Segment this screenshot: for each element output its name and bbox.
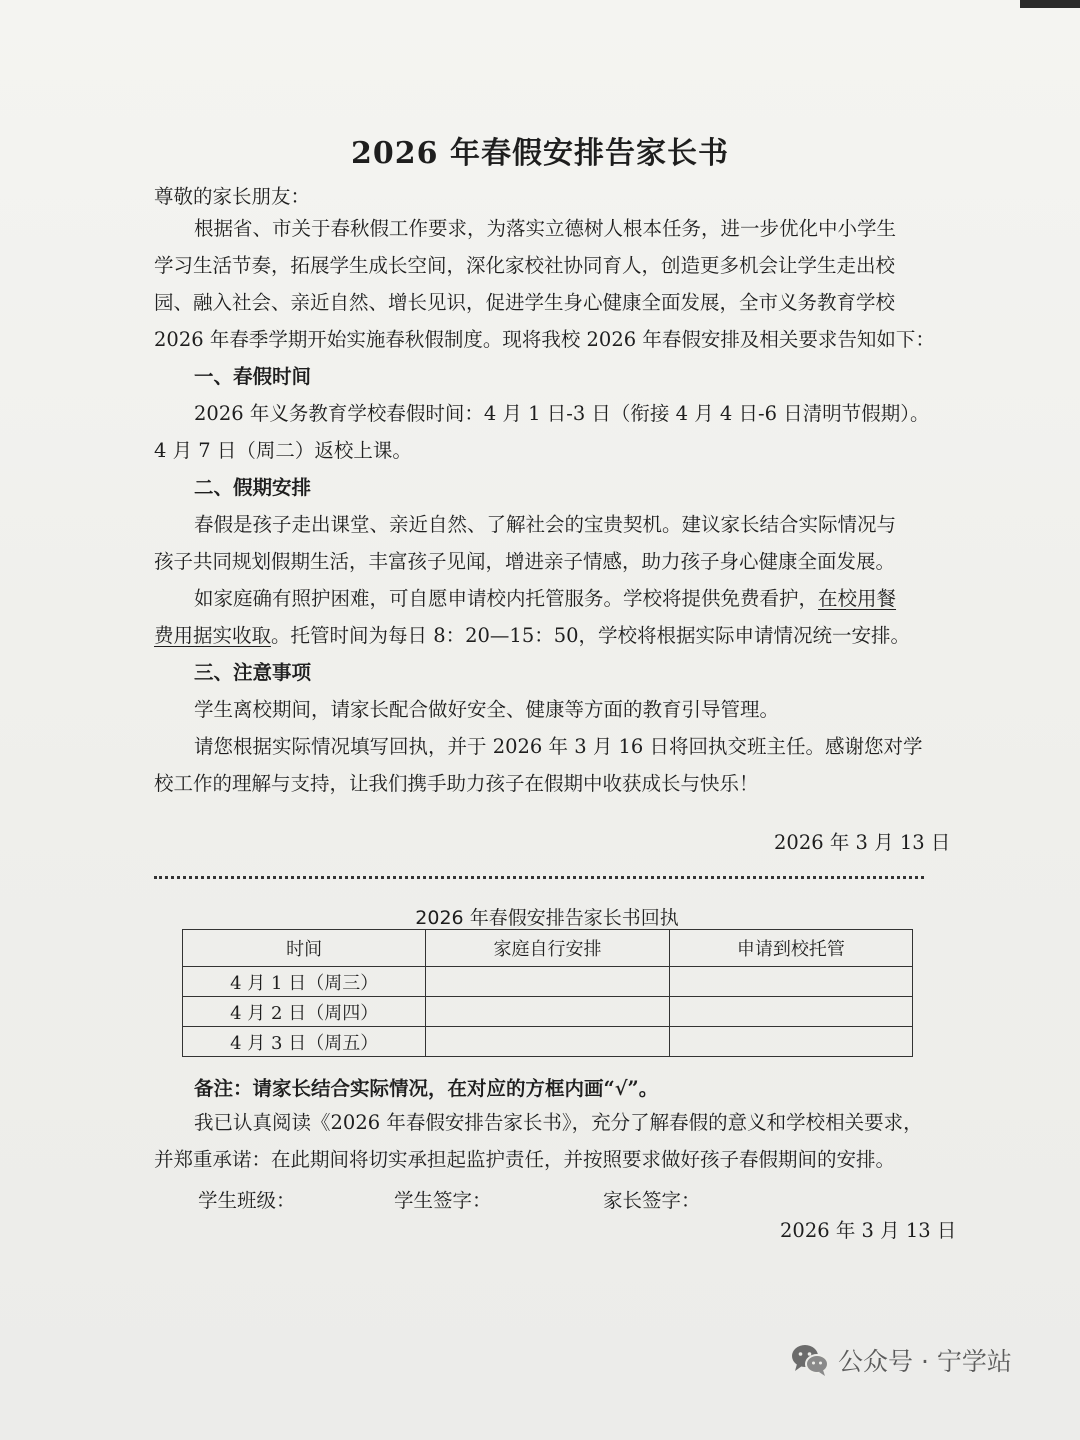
receipt-title: 2026 年春假安排告家长书回执: [415, 907, 679, 929]
section2-para1-line: 孩子共同规划假期生活，丰富孩子见闻，增进亲子情感，助力孩子身心健康全面发展。: [154, 550, 896, 573]
column-header: 申请到校托管: [669, 930, 912, 967]
section1-line: 2026 年义务教育学校春假时间：4 月 1 日-3 日（衔接 4 月 4 日-6 日清明节假期）。: [194, 402, 930, 425]
receipt-note: 备注：请家长结合实际情况，在对应的方框内画“√”。: [194, 1077, 659, 1100]
section3-line: 学生离校期间，请家长配合做好安全、健康等方面的教育引导管理。: [194, 698, 780, 721]
section1-heading: 一、春假时间: [194, 365, 312, 388]
home-checkbox-cell[interactable]: [426, 967, 669, 997]
table-header-row: [183, 930, 913, 967]
cut-line: [154, 876, 924, 879]
underlined-text: 费用据实收取: [154, 624, 272, 647]
home-checkbox-cell[interactable]: [426, 1027, 669, 1057]
date-cell: 4 月 1 日（周三）: [183, 967, 426, 997]
intro-line: 根据省、市关于春秋假工作要求，为落实立德树人根本任务，进一步优化中小学生: [194, 217, 897, 240]
date-cell: 4 月 3 日（周五）: [183, 1027, 426, 1057]
table-row: [183, 967, 913, 997]
statement-line: 并郑重承诺：在此期间将切实承担起监护责任，并按照要求做好孩子春假期间的安排。: [154, 1148, 896, 1171]
intro-line: 学习生活节奏，拓展学生成长空间，深化家校社协同育人，创造更多机会让学生走出校: [154, 254, 896, 277]
statement-line: 我已认真阅读《2026 年春假安排告家长书》，充分了解春假的意义和学校相关要求，: [194, 1111, 923, 1134]
parent-signature-label: 家长签字：: [603, 1189, 701, 1212]
receipt-table: [182, 929, 913, 1057]
home-checkbox-cell[interactable]: [426, 997, 669, 1027]
document-date: 2026 年 3 月 13 日: [774, 831, 951, 854]
watermark-text: 公众号 · 宁学站: [838, 1347, 1012, 1376]
class-field-label: 学生班级：: [198, 1189, 296, 1212]
school-checkbox-cell[interactable]: [669, 997, 912, 1027]
table-row: [183, 1027, 913, 1057]
column-header: 家庭自行安排: [426, 930, 669, 967]
receipt-date: 2026 年 3 月 13 日: [780, 1219, 957, 1242]
intro-line: 2026 年春季学期开始实施春秋假制度。现将我校 2026 年春假安排及相关要求告知如下：: [154, 328, 935, 351]
intro-line: 园、融入社会、亲近自然、增长见识，促进学生身心健康全面发展，全市义务教育学校: [154, 291, 896, 314]
school-checkbox-cell[interactable]: [669, 1027, 912, 1057]
section2-para2-line1: [194, 586, 896, 612]
para2-text: 。托管时间为每日 8：20—15：50，学校将根据实际申请情况统一安排。: [271, 624, 911, 647]
greeting: 尊敬的家长朋友：: [154, 185, 311, 208]
para2-text: 如家庭确有照护困难，可自愿申请校内托管服务。学校将提供免费看护，: [194, 587, 819, 610]
section2-para1-line: 春假是孩子走出课堂、亲近自然、了解社会的宝贵契机。建议家长结合实际情况与: [194, 513, 897, 536]
school-checkbox-cell[interactable]: [669, 967, 912, 997]
section1-line: 4 月 7 日（周二）返校上课。: [154, 439, 412, 462]
document-title: 2026 年春假安排告家长书: [351, 136, 729, 171]
corner-mark: [1020, 0, 1080, 8]
date-cell: 4 月 2 日（周四）: [183, 997, 426, 1027]
wechat-icon: [790, 1342, 830, 1378]
watermark: [790, 1340, 1012, 1380]
section2-heading: 二、假期安排: [194, 476, 312, 499]
column-header: 时间: [183, 930, 426, 967]
section3-line: 校工作的理解与支持，让我们携手助力孩子在假期中收获成长与快乐！: [154, 772, 759, 795]
section3-line: 请您根据实际情况填写回执，并于 2026 年 3 月 16 日将回执交班主任。感谢您对学: [194, 735, 923, 758]
section3-heading: 三、注意事项: [194, 661, 312, 684]
student-signature-label: 学生签字：: [394, 1189, 492, 1212]
underlined-text: 在校用餐: [818, 587, 897, 610]
table-row: [183, 997, 913, 1027]
section2-para2-line2: [154, 623, 910, 649]
